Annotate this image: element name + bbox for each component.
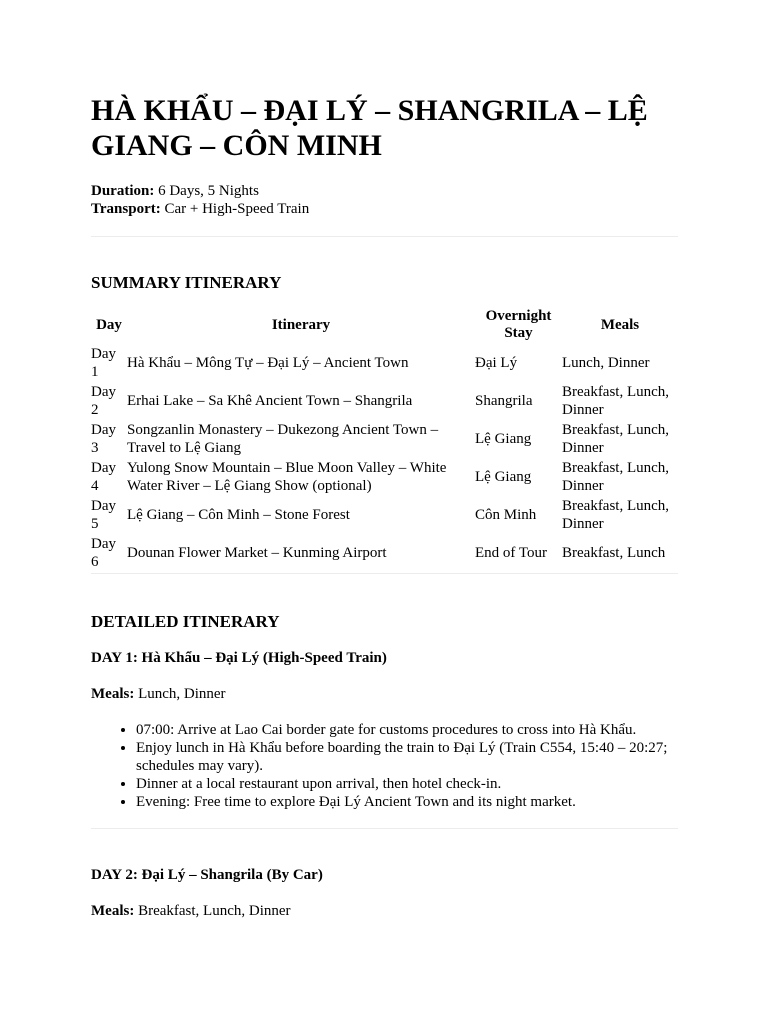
cell-itinerary: Yulong Snow Mountain – Blue Moon Valley – White Water River – Lệ Giang Show (optional) [127,460,447,494]
table-row [91,383,678,421]
table-row [91,535,678,573]
header-overnight-stay: Overnight Stay [485,308,552,341]
divider [91,236,678,237]
cell-meals: Breakfast, Lunch, Dinner [562,498,670,532]
page-title: HÀ KHẨU – ĐẠI LÝ – SHANGRILA – LỆ GIANG – CÔN MINH [91,94,648,162]
divider [91,573,678,574]
summary-header-row [91,305,678,345]
cell-itinerary: Lệ Giang – Côn Minh – Stone Forest [127,507,350,523]
transport-value: Car + High-Speed Train [160,201,310,217]
day-1-activities [91,721,678,811]
divider [91,828,678,829]
cell-meals: Breakfast, Lunch, Dinner [562,460,670,494]
cell-meals: Breakfast, Lunch, Dinner [562,384,670,418]
cell-meals: Breakfast, Lunch, Dinner [562,422,670,456]
table-row [91,459,678,497]
cell-stay: Đại Lý [475,355,518,371]
cell-stay: Shangrila [475,393,533,409]
cell-meals: Breakfast, Lunch [562,545,666,561]
duration-value: 6 Days, 5 Nights [154,183,259,199]
duration-label: Duration: [91,183,155,199]
transport-label: Transport: [91,201,161,217]
list-item: • 07:00: Arrive at Lao Cai border gate for customs procedures to cross into Hà Khẩu. [136,721,678,739]
cell-day: Day 5 [91,498,116,532]
cell-stay: Lệ Giang [475,431,532,447]
header-meals: Meals [600,316,640,333]
cell-stay: Côn Minh [475,507,537,523]
list-item: • Enjoy lunch in Hà Khẩu before boarding the train to Đại Lý (Train C554, 15:40 – 20:27; schedules may vary). [136,739,678,775]
cell-day: Day 6 [91,536,116,570]
table-row [91,497,678,535]
table-row [91,345,678,383]
duration-line [91,182,678,200]
header-day: Day [96,316,122,333]
cell-itinerary: Erhai Lake – Sa Khê Ancient Town – Shangrila [127,393,413,409]
cell-stay: Lệ Giang [475,469,532,485]
cell-itinerary: Hà Khẩu – Mông Tự – Đại Lý – Ancient Town [127,355,409,371]
cell-day: Day 4 [91,460,116,494]
cell-day: Day 3 [91,422,116,456]
cell-stay: End of Tour [475,545,547,561]
trip-meta [91,182,678,218]
cell-itinerary: Songzanlin Monastery – Dukezong Ancient Town – Travel to Lệ Giang [127,422,439,456]
summary-table [91,305,678,573]
day-1-meals [91,685,678,703]
day-1-title: DAY 1: Hà Khẩu – Đại Lý (High-Speed Train) [91,650,387,666]
cell-day: Day 2 [91,384,116,418]
cell-meals: Lunch, Dinner [562,355,650,371]
transport-line [91,200,678,218]
cell-day: Day 1 [91,346,116,380]
cell-itinerary: Dounan Flower Market – Kunming Airport [127,545,387,561]
meals-label: Meals: [91,903,135,919]
day-2-meals [91,902,678,920]
detailed-heading: DETAILED ITINERARY [91,612,280,631]
meals-value: Breakfast, Lunch, Dinner [134,903,291,919]
summary-heading: SUMMARY ITINERARY [91,273,282,292]
header-itinerary: Itinerary [271,316,331,333]
day-2-title: DAY 2: Đại Lý – Shangrila (By Car) [91,867,323,883]
list-item: • Evening: Free time to explore Đại Lý Ancient Town and its night market. [136,793,678,811]
table-row [91,421,678,459]
meals-value: Lunch, Dinner [134,686,226,702]
list-item: • Dinner at a local restaurant upon arrival, then hotel check-in. [136,775,678,793]
meals-label: Meals: [91,686,135,702]
